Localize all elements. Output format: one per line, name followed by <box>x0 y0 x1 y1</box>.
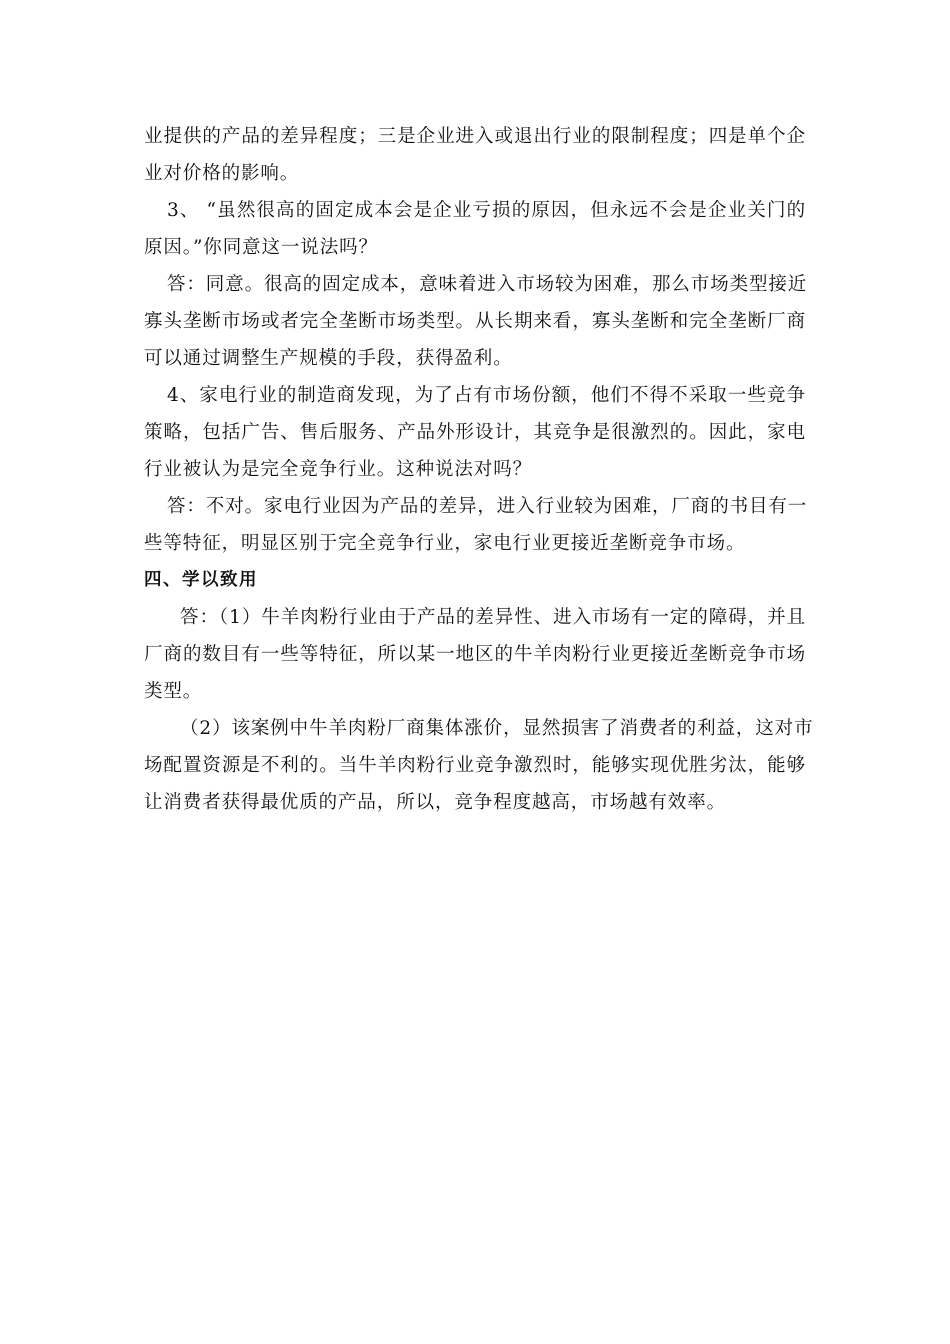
question-3-line: 原因。”你同意这一说法吗？ <box>144 237 378 258</box>
document-page <box>144 118 814 821</box>
answer-3-line: 答：同意。很高的固定成本，意味着进入市场较为困难，那么市场类型接近 <box>167 274 808 295</box>
application-answer-line: 让消费者获得最优质的产品，所以，竞争程度越高，市场越有效率。 <box>144 792 727 813</box>
question-3-line: 3、 “虽然很高的固定成本会是企业亏损的原因，但永远不会是企业关门的 <box>167 200 806 221</box>
paragraph-line: 业对价格的影响。 <box>144 163 300 184</box>
answer-3-line: 寡头垄断市场或者完全垄断市场类型。从长期来看，寡头垄断和完全垄断厂商 <box>144 311 806 332</box>
question-4-line: 策略，包括广告、售后服务、产品外形设计，其竞争是很激烈的。因此，家电 <box>144 422 806 443</box>
application-answer-line: （2）该案例中牛羊肉粉厂商集体涨价，显然损害了消费者的利益，这对市 <box>180 718 814 739</box>
application-answer-line: 答：（1）牛羊肉粉行业由于产品的差异性、进入市场有一定的障碍，并且 <box>180 607 806 628</box>
application-answer-line: 类型。 <box>144 681 203 702</box>
answer-4-line: 答：不对。家电行业因为产品的差异，进入行业较为困难，厂商的书目有一 <box>167 496 808 517</box>
paragraph-line: 业提供的产品的差异程度；三是企业进入或退出行业的限制程度；四是单个企 <box>144 126 806 147</box>
question-4-line: 4、家电行业的制造商发现，为了占有市场份额，他们不得不采取一些竞争 <box>167 385 806 406</box>
question-4-line: 行业被认为是完全竞争行业。这种说法对吗？ <box>144 459 533 480</box>
section-heading: 四、学以致用 <box>144 570 258 590</box>
application-answer-line: 场配置资源是不利的。当牛羊肉粉行业竞争激烈时，能够实现优胜劣汰，能够 <box>144 755 806 776</box>
answer-4-line: 些等特征，明显区别于完全竞争行业，家电行业更接近垄断竞争市场。 <box>144 533 746 554</box>
answer-3-line: 可以通过调整生产规模的手段，获得盈利。 <box>144 348 513 369</box>
application-answer-line: 厂商的数目有一些等特征，所以某一地区的牛羊肉粉行业更接近垄断竞争市场 <box>144 644 806 665</box>
